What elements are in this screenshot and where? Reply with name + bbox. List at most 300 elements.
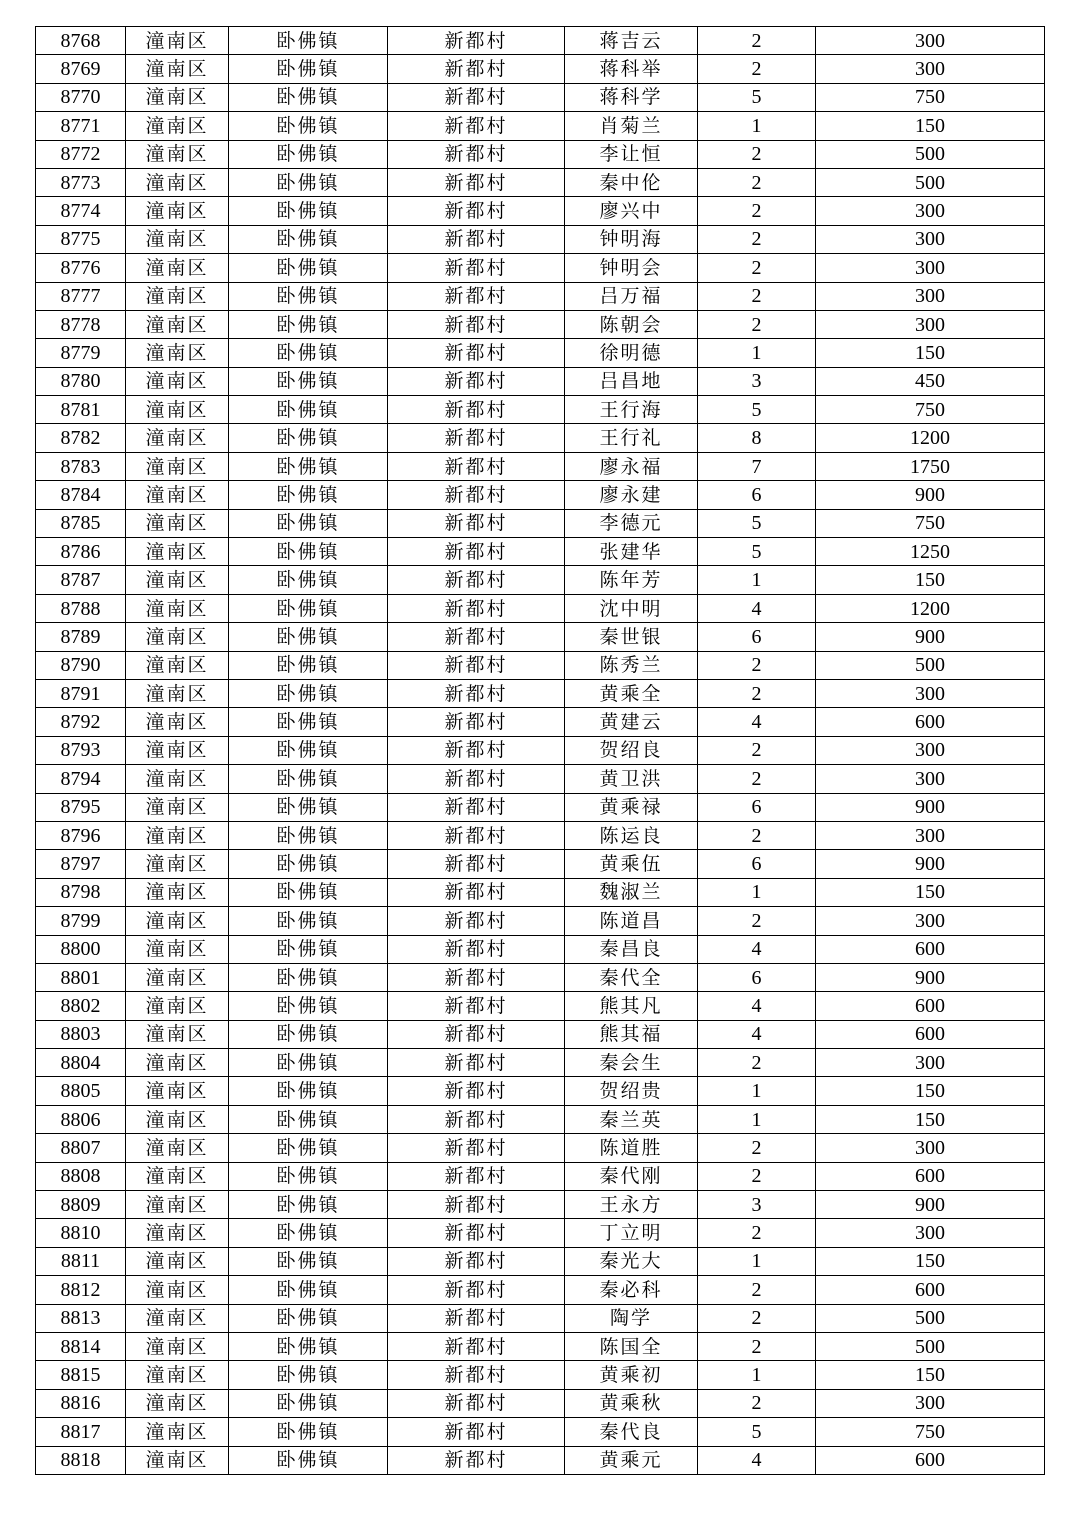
amount-cell: 900 — [816, 850, 1045, 878]
amount-cell: 300 — [816, 1219, 1045, 1247]
town-cell: 卧佛镇 — [229, 1389, 388, 1417]
name-cell: 吕万福 — [565, 282, 698, 310]
amount-cell: 750 — [816, 1418, 1045, 1446]
count-cell: 5 — [698, 1418, 816, 1446]
row-number-cell: 8789 — [36, 623, 126, 651]
district-cell: 潼南区 — [126, 310, 229, 338]
row-number-cell: 8817 — [36, 1418, 126, 1446]
amount-cell: 600 — [816, 1276, 1045, 1304]
row-number-cell: 8772 — [36, 140, 126, 168]
name-cell: 钟明海 — [565, 225, 698, 253]
table-row — [36, 1191, 1045, 1219]
count-cell: 5 — [698, 396, 816, 424]
amount-cell: 300 — [816, 310, 1045, 338]
table-row — [36, 168, 1045, 196]
village-cell: 新都村 — [388, 197, 565, 225]
amount-cell: 900 — [816, 623, 1045, 651]
town-cell: 卧佛镇 — [229, 140, 388, 168]
district-cell: 潼南区 — [126, 509, 229, 537]
name-cell: 李德元 — [565, 509, 698, 537]
district-cell: 潼南区 — [126, 424, 229, 452]
name-cell: 蒋吉云 — [565, 27, 698, 55]
row-number-cell: 8773 — [36, 168, 126, 196]
district-cell: 潼南区 — [126, 1276, 229, 1304]
town-cell: 卧佛镇 — [229, 339, 388, 367]
table-row — [36, 339, 1045, 367]
name-cell: 黄乘伍 — [565, 850, 698, 878]
town-cell: 卧佛镇 — [229, 282, 388, 310]
table-row — [36, 225, 1045, 253]
district-cell: 潼南区 — [126, 623, 229, 651]
table-row — [36, 197, 1045, 225]
village-cell: 新都村 — [388, 907, 565, 935]
town-cell: 卧佛镇 — [229, 935, 388, 963]
amount-cell: 1200 — [816, 424, 1045, 452]
name-cell: 王行海 — [565, 396, 698, 424]
amount-cell: 150 — [816, 1105, 1045, 1133]
count-cell: 2 — [698, 1389, 816, 1417]
name-cell: 黄乘初 — [565, 1361, 698, 1389]
amount-cell: 500 — [816, 1304, 1045, 1332]
village-cell: 新都村 — [388, 27, 565, 55]
town-cell: 卧佛镇 — [229, 1304, 388, 1332]
name-cell: 秦昌良 — [565, 935, 698, 963]
name-cell: 秦光大 — [565, 1247, 698, 1275]
row-number-cell: 8769 — [36, 55, 126, 83]
count-cell: 2 — [698, 1276, 816, 1304]
amount-cell: 150 — [816, 1077, 1045, 1105]
table-row — [36, 55, 1045, 83]
village-cell: 新都村 — [388, 679, 565, 707]
name-cell: 王永方 — [565, 1191, 698, 1219]
name-cell: 沈中明 — [565, 594, 698, 622]
count-cell: 3 — [698, 1191, 816, 1219]
row-number-cell: 8794 — [36, 765, 126, 793]
district-cell: 潼南区 — [126, 1020, 229, 1048]
table-row — [36, 992, 1045, 1020]
amount-cell: 150 — [816, 1361, 1045, 1389]
amount-cell: 300 — [816, 225, 1045, 253]
village-cell: 新都村 — [388, 1049, 565, 1077]
village-cell: 新都村 — [388, 396, 565, 424]
count-cell: 4 — [698, 1446, 816, 1474]
village-cell: 新都村 — [388, 850, 565, 878]
row-number-cell: 8788 — [36, 594, 126, 622]
town-cell: 卧佛镇 — [229, 1219, 388, 1247]
district-cell: 潼南区 — [126, 538, 229, 566]
count-cell: 6 — [698, 623, 816, 651]
district-cell: 潼南区 — [126, 1361, 229, 1389]
town-cell: 卧佛镇 — [229, 1049, 388, 1077]
village-cell: 新都村 — [388, 55, 565, 83]
table-row — [36, 1077, 1045, 1105]
name-cell: 廖兴中 — [565, 197, 698, 225]
name-cell: 蒋科学 — [565, 83, 698, 111]
table-row — [36, 963, 1045, 991]
row-number-cell: 8780 — [36, 367, 126, 395]
table-row — [36, 907, 1045, 935]
name-cell: 李让恒 — [565, 140, 698, 168]
amount-cell: 450 — [816, 367, 1045, 395]
row-number-cell: 8813 — [36, 1304, 126, 1332]
row-number-cell: 8791 — [36, 679, 126, 707]
district-cell: 潼南区 — [126, 27, 229, 55]
count-cell: 4 — [698, 594, 816, 622]
row-number-cell: 8779 — [36, 339, 126, 367]
amount-cell: 300 — [816, 1389, 1045, 1417]
amount-cell: 600 — [816, 992, 1045, 1020]
village-cell: 新都村 — [388, 651, 565, 679]
district-cell: 潼南区 — [126, 1304, 229, 1332]
town-cell: 卧佛镇 — [229, 55, 388, 83]
count-cell: 1 — [698, 1105, 816, 1133]
count-cell: 8 — [698, 424, 816, 452]
district-cell: 潼南区 — [126, 793, 229, 821]
district-cell: 潼南区 — [126, 1219, 229, 1247]
name-cell: 秦中伦 — [565, 168, 698, 196]
amount-cell: 1250 — [816, 538, 1045, 566]
row-number-cell: 8802 — [36, 992, 126, 1020]
town-cell: 卧佛镇 — [229, 765, 388, 793]
village-cell: 新都村 — [388, 1219, 565, 1247]
table-row — [36, 736, 1045, 764]
count-cell: 6 — [698, 850, 816, 878]
district-cell: 潼南区 — [126, 679, 229, 707]
town-cell: 卧佛镇 — [229, 225, 388, 253]
village-cell: 新都村 — [388, 254, 565, 282]
table-row — [36, 1105, 1045, 1133]
village-cell: 新都村 — [388, 1332, 565, 1360]
name-cell: 秦兰英 — [565, 1105, 698, 1133]
district-cell: 潼南区 — [126, 339, 229, 367]
name-cell: 陈运良 — [565, 821, 698, 849]
town-cell: 卧佛镇 — [229, 708, 388, 736]
amount-cell: 300 — [816, 282, 1045, 310]
district-cell: 潼南区 — [126, 1247, 229, 1275]
village-cell: 新都村 — [388, 765, 565, 793]
village-cell: 新都村 — [388, 168, 565, 196]
name-cell: 黄乘禄 — [565, 793, 698, 821]
row-number-cell: 8815 — [36, 1361, 126, 1389]
name-cell: 魏淑兰 — [565, 878, 698, 906]
town-cell: 卧佛镇 — [229, 538, 388, 566]
count-cell: 5 — [698, 509, 816, 537]
name-cell: 肖菊兰 — [565, 112, 698, 140]
district-cell: 潼南区 — [126, 878, 229, 906]
table-row — [36, 310, 1045, 338]
town-cell: 卧佛镇 — [229, 992, 388, 1020]
name-cell: 吕昌地 — [565, 367, 698, 395]
district-cell: 潼南区 — [126, 254, 229, 282]
row-number-cell: 8793 — [36, 736, 126, 764]
row-number-cell: 8783 — [36, 452, 126, 480]
amount-cell: 1200 — [816, 594, 1045, 622]
village-cell: 新都村 — [388, 1304, 565, 1332]
count-cell: 6 — [698, 963, 816, 991]
town-cell: 卧佛镇 — [229, 793, 388, 821]
count-cell: 4 — [698, 708, 816, 736]
table-row — [36, 367, 1045, 395]
district-cell: 潼南区 — [126, 594, 229, 622]
town-cell: 卧佛镇 — [229, 963, 388, 991]
count-cell: 2 — [698, 55, 816, 83]
name-cell: 张建华 — [565, 538, 698, 566]
count-cell: 2 — [698, 225, 816, 253]
row-number-cell: 8801 — [36, 963, 126, 991]
name-cell: 廖永福 — [565, 452, 698, 480]
table-row — [36, 1247, 1045, 1275]
amount-cell: 750 — [816, 83, 1045, 111]
row-number-cell: 8818 — [36, 1446, 126, 1474]
district-cell: 潼南区 — [126, 225, 229, 253]
town-cell: 卧佛镇 — [229, 27, 388, 55]
row-number-cell: 8797 — [36, 850, 126, 878]
amount-cell: 500 — [816, 1332, 1045, 1360]
town-cell: 卧佛镇 — [229, 197, 388, 225]
amount-cell: 750 — [816, 509, 1045, 537]
town-cell: 卧佛镇 — [229, 1361, 388, 1389]
town-cell: 卧佛镇 — [229, 509, 388, 537]
town-cell: 卧佛镇 — [229, 907, 388, 935]
count-cell: 2 — [698, 679, 816, 707]
count-cell: 1 — [698, 1077, 816, 1105]
town-cell: 卧佛镇 — [229, 1105, 388, 1133]
row-number-cell: 8774 — [36, 197, 126, 225]
name-cell: 陈秀兰 — [565, 651, 698, 679]
name-cell: 贺绍贵 — [565, 1077, 698, 1105]
table-row — [36, 566, 1045, 594]
amount-cell: 900 — [816, 1191, 1045, 1219]
row-number-cell: 8812 — [36, 1276, 126, 1304]
village-cell: 新都村 — [388, 140, 565, 168]
village-cell: 新都村 — [388, 1134, 565, 1162]
district-cell: 潼南区 — [126, 1446, 229, 1474]
village-cell: 新都村 — [388, 793, 565, 821]
village-cell: 新都村 — [388, 424, 565, 452]
amount-cell: 500 — [816, 140, 1045, 168]
district-cell: 潼南区 — [126, 765, 229, 793]
row-number-cell: 8806 — [36, 1105, 126, 1133]
table-row — [36, 1219, 1045, 1247]
table-row — [36, 708, 1045, 736]
count-cell: 5 — [698, 538, 816, 566]
village-cell: 新都村 — [388, 1389, 565, 1417]
table-row — [36, 112, 1045, 140]
village-cell: 新都村 — [388, 112, 565, 140]
name-cell: 丁立明 — [565, 1219, 698, 1247]
name-cell: 秦代刚 — [565, 1162, 698, 1190]
name-cell: 贺绍良 — [565, 736, 698, 764]
village-cell: 新都村 — [388, 310, 565, 338]
town-cell: 卧佛镇 — [229, 821, 388, 849]
amount-cell: 150 — [816, 1247, 1045, 1275]
row-number-cell: 8768 — [36, 27, 126, 55]
village-cell: 新都村 — [388, 935, 565, 963]
count-cell: 1 — [698, 1361, 816, 1389]
town-cell: 卧佛镇 — [229, 1247, 388, 1275]
amount-cell: 300 — [816, 27, 1045, 55]
table-row — [36, 878, 1045, 906]
table-row — [36, 140, 1045, 168]
name-cell: 陈朝会 — [565, 310, 698, 338]
village-cell: 新都村 — [388, 1105, 565, 1133]
name-cell: 黄卫洪 — [565, 765, 698, 793]
row-number-cell: 8796 — [36, 821, 126, 849]
count-cell: 4 — [698, 992, 816, 1020]
town-cell: 卧佛镇 — [229, 254, 388, 282]
table-row — [36, 1361, 1045, 1389]
town-cell: 卧佛镇 — [229, 112, 388, 140]
row-number-cell: 8781 — [36, 396, 126, 424]
district-cell: 潼南区 — [126, 140, 229, 168]
table-row — [36, 27, 1045, 55]
town-cell: 卧佛镇 — [229, 1077, 388, 1105]
table-row — [36, 765, 1045, 793]
town-cell: 卧佛镇 — [229, 1332, 388, 1360]
district-cell: 潼南区 — [126, 963, 229, 991]
row-number-cell: 8786 — [36, 538, 126, 566]
count-cell: 2 — [698, 821, 816, 849]
name-cell: 秦代全 — [565, 963, 698, 991]
row-number-cell: 8799 — [36, 907, 126, 935]
table-row — [36, 821, 1045, 849]
village-cell: 新都村 — [388, 1418, 565, 1446]
amount-cell: 300 — [816, 679, 1045, 707]
count-cell: 2 — [698, 1219, 816, 1247]
row-number-cell: 8805 — [36, 1077, 126, 1105]
district-cell: 潼南区 — [126, 396, 229, 424]
village-cell: 新都村 — [388, 1020, 565, 1048]
table-row — [36, 793, 1045, 821]
row-number-cell: 8811 — [36, 1247, 126, 1275]
count-cell: 4 — [698, 935, 816, 963]
name-cell: 蒋科举 — [565, 55, 698, 83]
town-cell: 卧佛镇 — [229, 1276, 388, 1304]
district-cell: 潼南区 — [126, 452, 229, 480]
amount-cell: 300 — [816, 1049, 1045, 1077]
village-cell: 新都村 — [388, 963, 565, 991]
amount-cell: 500 — [816, 651, 1045, 679]
district-cell: 潼南区 — [126, 992, 229, 1020]
amount-cell: 150 — [816, 566, 1045, 594]
row-number-cell: 8810 — [36, 1219, 126, 1247]
town-cell: 卧佛镇 — [229, 168, 388, 196]
row-number-cell: 8787 — [36, 566, 126, 594]
name-cell: 陈道胜 — [565, 1134, 698, 1162]
table-row — [36, 679, 1045, 707]
district-cell: 潼南区 — [126, 1077, 229, 1105]
count-cell: 5 — [698, 83, 816, 111]
count-cell: 6 — [698, 793, 816, 821]
table-row — [36, 538, 1045, 566]
town-cell: 卧佛镇 — [229, 83, 388, 111]
count-cell: 2 — [698, 1332, 816, 1360]
village-cell: 新都村 — [388, 623, 565, 651]
town-cell: 卧佛镇 — [229, 736, 388, 764]
count-cell: 2 — [698, 197, 816, 225]
row-number-cell: 8803 — [36, 1020, 126, 1048]
town-cell: 卧佛镇 — [229, 1446, 388, 1474]
table-row — [36, 850, 1045, 878]
village-cell: 新都村 — [388, 1446, 565, 1474]
row-number-cell: 8784 — [36, 481, 126, 509]
amount-cell: 300 — [816, 736, 1045, 764]
row-number-cell: 8782 — [36, 424, 126, 452]
town-cell: 卧佛镇 — [229, 878, 388, 906]
village-cell: 新都村 — [388, 708, 565, 736]
name-cell: 黄乘元 — [565, 1446, 698, 1474]
name-cell: 黄乘秋 — [565, 1389, 698, 1417]
village-cell: 新都村 — [388, 83, 565, 111]
district-cell: 潼南区 — [126, 651, 229, 679]
table-row — [36, 1134, 1045, 1162]
table-row — [36, 1332, 1045, 1360]
town-cell: 卧佛镇 — [229, 623, 388, 651]
district-cell: 潼南区 — [126, 83, 229, 111]
name-cell: 黄建云 — [565, 708, 698, 736]
village-cell: 新都村 — [388, 225, 565, 253]
row-number-cell: 8775 — [36, 225, 126, 253]
district-cell: 潼南区 — [126, 168, 229, 196]
row-number-cell: 8807 — [36, 1134, 126, 1162]
table-row — [36, 1304, 1045, 1332]
town-cell: 卧佛镇 — [229, 1162, 388, 1190]
district-cell: 潼南区 — [126, 1191, 229, 1219]
table-row — [36, 1418, 1045, 1446]
table-row — [36, 83, 1045, 111]
row-number-cell: 8771 — [36, 112, 126, 140]
amount-cell: 600 — [816, 935, 1045, 963]
district-cell: 潼南区 — [126, 1332, 229, 1360]
count-cell: 3 — [698, 367, 816, 395]
village-cell: 新都村 — [388, 992, 565, 1020]
town-cell: 卧佛镇 — [229, 452, 388, 480]
amount-cell: 300 — [816, 1134, 1045, 1162]
district-cell: 潼南区 — [126, 821, 229, 849]
row-number-cell: 8804 — [36, 1049, 126, 1077]
count-cell: 2 — [698, 310, 816, 338]
village-cell: 新都村 — [388, 538, 565, 566]
count-cell: 2 — [698, 282, 816, 310]
town-cell: 卧佛镇 — [229, 367, 388, 395]
count-cell: 2 — [698, 1162, 816, 1190]
village-cell: 新都村 — [388, 452, 565, 480]
village-cell: 新都村 — [388, 282, 565, 310]
row-number-cell: 8809 — [36, 1191, 126, 1219]
name-cell: 廖永建 — [565, 481, 698, 509]
count-cell: 2 — [698, 140, 816, 168]
table-row — [36, 254, 1045, 282]
row-number-cell: 8808 — [36, 1162, 126, 1190]
town-cell: 卧佛镇 — [229, 850, 388, 878]
amount-cell: 300 — [816, 55, 1045, 83]
table-row — [36, 481, 1045, 509]
town-cell: 卧佛镇 — [229, 310, 388, 338]
count-cell: 2 — [698, 254, 816, 282]
amount-cell: 600 — [816, 708, 1045, 736]
count-cell: 2 — [698, 1304, 816, 1332]
district-cell: 潼南区 — [126, 197, 229, 225]
district-cell: 潼南区 — [126, 1049, 229, 1077]
village-cell: 新都村 — [388, 1077, 565, 1105]
district-cell: 潼南区 — [126, 935, 229, 963]
name-cell: 钟明会 — [565, 254, 698, 282]
district-cell: 潼南区 — [126, 481, 229, 509]
count-cell: 1 — [698, 1247, 816, 1275]
amount-cell: 150 — [816, 878, 1045, 906]
table-row — [36, 1162, 1045, 1190]
table-row — [36, 1049, 1045, 1077]
